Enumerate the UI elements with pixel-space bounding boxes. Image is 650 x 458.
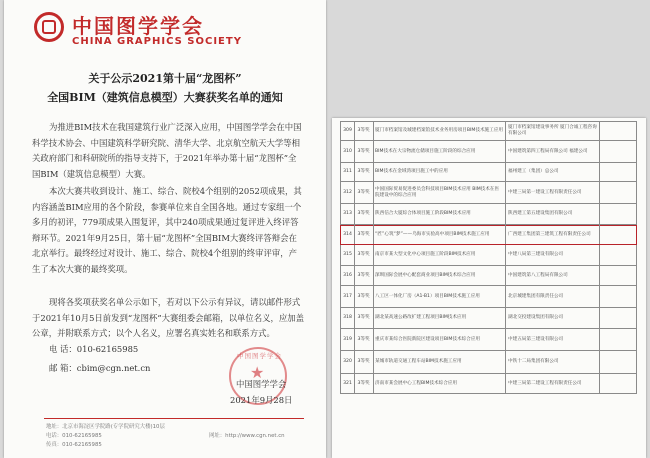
project-name: BIM技术在金域湾项目施工中的应用 — [373, 163, 506, 181]
award-level: 3等奖 — [354, 141, 374, 162]
table-row — [340, 286, 637, 308]
project-name: 八工区一体化厂房（A1-B1）项目BIM技术施工应用 — [373, 286, 506, 307]
winning-unit: 中建五局第三建设有限公司 — [506, 329, 600, 350]
award-level: 3等奖 — [354, 225, 374, 244]
table-row — [340, 308, 637, 329]
footer-phone: 电话：010-62165985 — [46, 433, 102, 439]
winning-unit: 中铁十二局集团有限公司 — [506, 351, 600, 373]
project-name: 湖北某高速公路改扩建工程项目BIM技术应用 — [373, 308, 506, 328]
row-number: 318 — [341, 308, 355, 328]
footer-website: 网址：http://www.cgn.net.cn — [209, 433, 285, 439]
project-name: 中国国际贸易促进委员会科技项目BIM技术应用 BIM技术在医院建设中的综合应用 — [373, 182, 506, 203]
table-row — [340, 225, 637, 245]
project-name: BIM技术在大宗物流仓储项目施工阶段的综合应用 — [373, 141, 506, 162]
table-row — [340, 374, 637, 394]
row-number: 319 — [341, 329, 355, 350]
row-number: 314 — [341, 225, 355, 244]
project-name: 某城市轨道交通工程车站BIM技术施工应用 — [373, 351, 506, 373]
winners-table — [340, 121, 637, 394]
award-level: 3等奖 — [354, 351, 374, 373]
notice-paragraph-1: 为推进BIM技术在我国建筑行业广泛深入应用，中国图学学会在中国科学技术协会、中国建筑科学研究院、清华大学、北京航空航天大学等相关政府部门和科研院所的指导支持下，于2021年举办第十届“龙图杯”全国BIM（建筑信息模型）大赛。 — [32, 122, 302, 179]
project-name: 济南市某会展中心工程BIM技术综合应用 — [373, 374, 506, 393]
blank-cell — [600, 163, 636, 181]
blank-cell — [600, 122, 636, 140]
project-name: 深圳国际会展中心配套商业项目BIM技术综合应用 — [373, 266, 506, 285]
winning-unit: 中国建筑第四工程局有限公司 福建公司 — [506, 141, 600, 162]
winning-unit: 广西建工集团第三建筑工程有限责任公司 — [506, 225, 600, 244]
award-level: 3等奖 — [354, 266, 374, 285]
blank-cell — [600, 286, 636, 307]
award-level: 3等奖 — [354, 182, 374, 203]
row-number: 317 — [341, 286, 355, 307]
blank-cell — [600, 204, 636, 224]
award-level: 3等奖 — [354, 122, 374, 140]
winning-unit: 中建三局第二建设工程有限责任公司 — [506, 374, 600, 393]
table-row — [340, 121, 637, 141]
award-level: 3等奖 — [354, 374, 374, 393]
org-name-en: CHINA GRAPHICS SOCIETY — [72, 36, 242, 47]
table-row — [340, 266, 637, 286]
table-row — [340, 329, 637, 351]
row-number: 312 — [341, 182, 355, 203]
contact-email: 邮 箱：cbim@cgn.net.cn — [49, 363, 151, 373]
signer: 中国图学学会 — [236, 379, 287, 389]
society-logo-icon — [34, 12, 64, 42]
footer-fax: 传真：010-62165985 — [46, 442, 102, 448]
winning-unit: 陕西建工第五建设集团有限公司 — [506, 204, 600, 224]
notice-title-line2: 全国BIM（建筑信息模型）大赛获奖名单的通知 — [47, 91, 283, 104]
table-row — [340, 141, 637, 163]
notice-paragraph-2: 本次大赛共收到设计、施工、综合、院校4个组别的2052项成果，其内容涵盖BIM应用的各个阶段，参赛单位来自全国各地。通过专家组一个多月的初评，779项成果入围复评，其中240项成果通过复评进入终评答辩环节。2021年9月25日，第十届“龙图杯”全国BIM大赛终评答辩会在北京举行。最终经过对设计、施工、综合、院校4个组别的终审评审，产生了本次大赛的最终奖项。 — [32, 186, 302, 274]
notice-title-line1: 关于公示2021第十届“龙图杯” — [88, 72, 242, 85]
blank-cell — [600, 141, 636, 162]
footer-divider — [44, 418, 304, 419]
winning-unit: 中国建筑第八工程局有限公司 — [506, 266, 600, 285]
org-name-cn: 中国图学学会 — [72, 14, 204, 38]
table-row — [340, 204, 637, 225]
award-level: 3等奖 — [354, 329, 374, 350]
blank-cell — [600, 266, 636, 285]
winners-list-page — [332, 118, 646, 458]
row-number: 316 — [341, 266, 355, 285]
award-level: 3等奖 — [354, 204, 374, 224]
blank-cell — [600, 225, 636, 244]
row-number: 309 — [341, 122, 355, 140]
project-name: “匠”心筑“梦”——乌海市实验高中项目BIM技术施工应用 — [373, 225, 506, 244]
row-number: 311 — [341, 163, 355, 181]
winning-unit: 厦门市档案馆建设事务所 厦门合诚工程咨询有限公司 — [506, 122, 600, 140]
project-name: 厦门市档案馆及城建档案馆技术业务用房项目BIM技术施工应用 — [373, 122, 506, 140]
winning-unit: 中建三局第一建设工程有限责任公司 — [506, 182, 600, 203]
winning-unit: 中建八局第三建设有限公司 — [506, 245, 600, 265]
row-number: 321 — [341, 374, 355, 393]
row-number: 320 — [341, 351, 355, 373]
row-number: 315 — [341, 245, 355, 265]
project-name: 陕西信合大厦综合体项目施工阶段BIM技术应用 — [373, 204, 506, 224]
blank-cell — [600, 308, 636, 328]
blank-cell — [600, 351, 636, 373]
award-level: 3等奖 — [354, 163, 374, 181]
notice-letter-page — [4, 0, 326, 458]
blank-cell — [600, 374, 636, 393]
table-row — [340, 245, 637, 266]
winning-unit: 福州建工（集团）总公司 — [506, 163, 600, 181]
contact-phone: 电 话：010-62165985 — [49, 344, 139, 354]
seal-text: 中国图学学会 — [237, 352, 282, 360]
table-row — [340, 182, 637, 204]
seal-star-icon: ★ — [250, 363, 265, 382]
notice-paragraph-3: 现将各奖项获奖名单公示如下，若对以下公示有异议，请以邮件形式于2021年10月5日前发到“龙图杯”大赛组委会邮箱，以单位名义，应加盖公章，并附联系方式；以个人名义，应署名真实姓名和联系方式。 — [32, 297, 304, 339]
award-level: 3等奖 — [354, 245, 374, 265]
row-number: 313 — [341, 204, 355, 224]
row-number: 310 — [341, 141, 355, 162]
project-name: 南京市某大型文化中心项目施工阶段BIM技术应用 — [373, 245, 506, 265]
winning-unit: 湖北交投建设集团有限公司 — [506, 308, 600, 328]
blank-cell — [600, 182, 636, 203]
project-name: 重庆市某综合医院新院区建设项目BIM技术综合应用 — [373, 329, 506, 350]
table-row — [340, 351, 637, 374]
winning-unit: 北京城建集团有限责任公司 — [506, 286, 600, 307]
blank-cell — [600, 245, 636, 265]
notice-date: 2021年9月28日 — [230, 395, 293, 405]
footer-address: 地址：北京市海淀区学院路(专学院研究大楼)10层 — [46, 424, 165, 430]
table-row — [340, 163, 637, 182]
award-level: 3等奖 — [354, 308, 374, 328]
blank-cell — [600, 329, 636, 350]
award-level: 3等奖 — [354, 286, 374, 307]
